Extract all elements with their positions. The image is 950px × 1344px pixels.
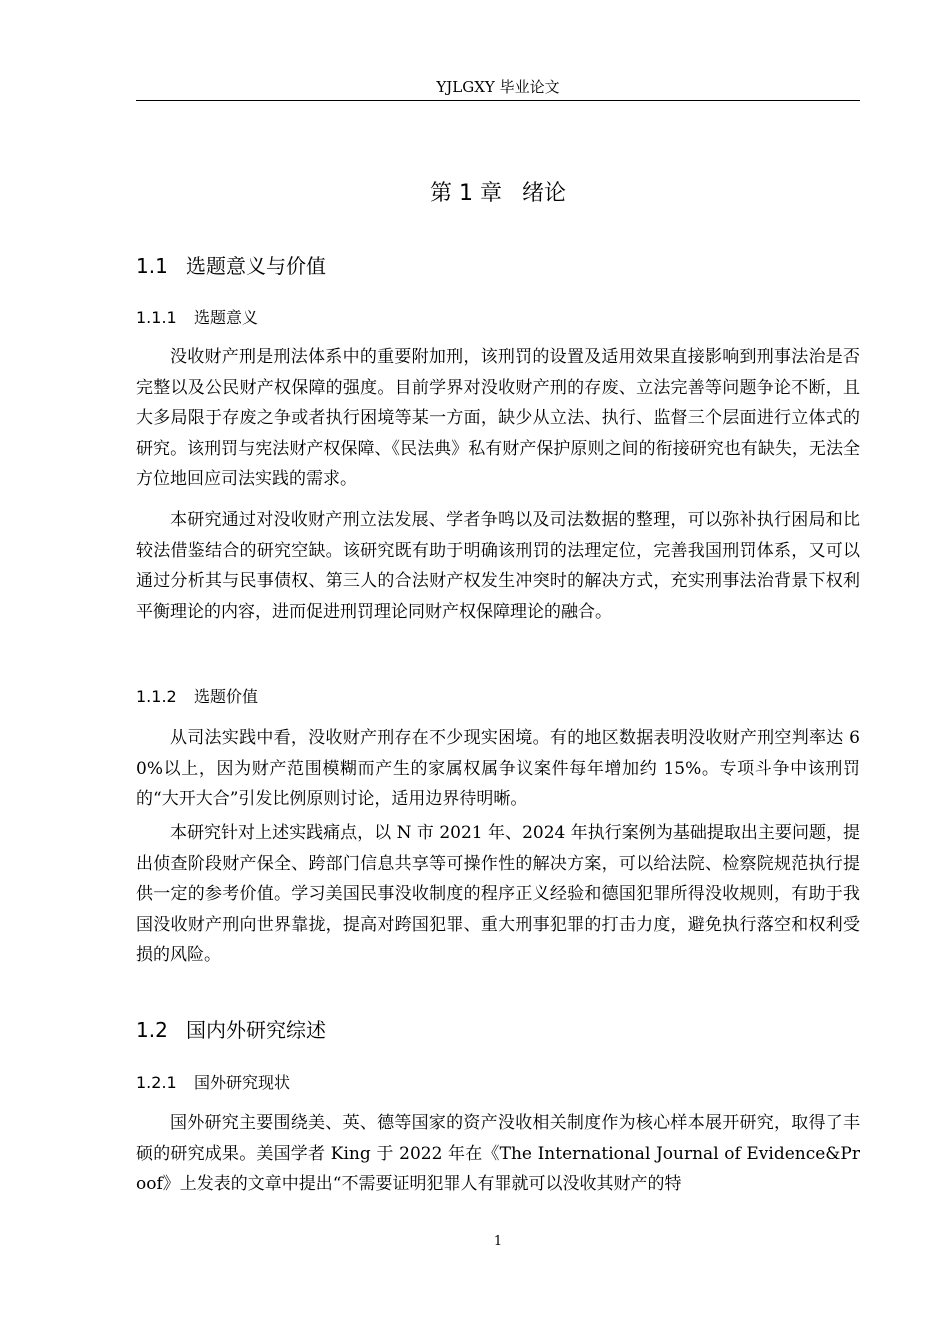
running-header: YJLGXY 毕业论文 [436, 78, 560, 96]
chapter-name: 绪论 [521, 181, 566, 206]
section-heading-1-2 [136, 1015, 326, 1045]
paragraph: 本研究通过对没收财产刑立法发展、学者争鸣以及司法数据的整理，可以弥补执行困局和比较法借鉴结合的研究空缺。该研究既有助于明确该刑罚的法理定位，完善我国刑罚体系，又可以通过分析其与民事债权、第三人的合法财产权发生冲突时的解决方式，充实刑事法治背景下权利平衡理论的内容，进而促进刑罚理论同财产权保障理论的融合。 [136, 510, 860, 622]
section-title: 选题意义与价值 [186, 254, 326, 278]
subsection-heading-1-1-2 [136, 684, 258, 710]
chapter-title [136, 177, 860, 211]
subsection-number: 1.1.2 [136, 687, 177, 706]
paragraph: 国外研究主要围绕美、英、德等国家的资产没收相关制度作为核心样本展开研究，取得了丰硕的研究成果。美国学者 King 于 2022 年在《The International Journal of Evidence&Proof》上发表的文章中提出“不需要证明犯罪人有罪就可以没收其财产的特 [136, 1113, 860, 1194]
section-number: 1.1 [136, 254, 168, 278]
chapter-number: 第 1 章 [430, 181, 502, 206]
subsection-heading-1-2-1 [136, 1070, 290, 1096]
header-divider [136, 100, 860, 101]
subsection-number: 1.1.1 [136, 308, 177, 327]
page-number: 1 [493, 1234, 503, 1249]
subsection-title: 选题意义 [194, 308, 259, 327]
subsection-title: 国外研究现状 [194, 1073, 291, 1092]
paragraph: 本研究针对上述实践痛点，以 N 市 2021 年、2024 年执行案例为基础提取出主要问题，提出侦查阶段财产保全、跨部门信息共享等可操作性的解决方案，可以给法院、检察院规范执行提供一定的参考价值。学习美国民事没收制度的程序正义经验和德国犯罪所得没收规则，有助于我国没收财产刑向世界靠拢，提高对跨国犯罪、重大刑事犯罪的打击力度，避免执行落空和权利受损的风险。 [136, 823, 860, 965]
section-number: 1.2 [136, 1018, 168, 1042]
paragraph: 从司法实践中看，没收财产刑存在不少现实困境。有的地区数据表明没收财产刑空判率达 60%以上，因为财产范围模糊而产生的家属权属争议案件每年增加约 15%。专项斗争中该刑罚的“大开大合”引发比例原则讨论，适用边界待明晰。 [136, 728, 860, 809]
paragraph: 没收财产刑是刑法体系中的重要附加刑，该刑罚的设置及适用效果直接影响到刑事法治是否完整以及公民财产权保障的强度。目前学界对没收财产刑的存废、立法完善等问题争论不断，且大多局限于存废之争或者执行困境等某一方面，缺少从立法、执行、监督三个层面进行立体式的研究。该刑罚与宪法财产权保障、《民法典》私有财产保护原则之间的衔接研究也有缺失，无法全方位地回应司法实践的需求。 [136, 347, 860, 489]
subsection-title: 选题价值 [194, 687, 259, 706]
subsection-heading-1-1-1 [136, 305, 258, 331]
section-heading-1-1 [136, 251, 326, 281]
subsection-number: 1.2.1 [136, 1073, 177, 1092]
section-title: 国内外研究综述 [186, 1018, 326, 1042]
